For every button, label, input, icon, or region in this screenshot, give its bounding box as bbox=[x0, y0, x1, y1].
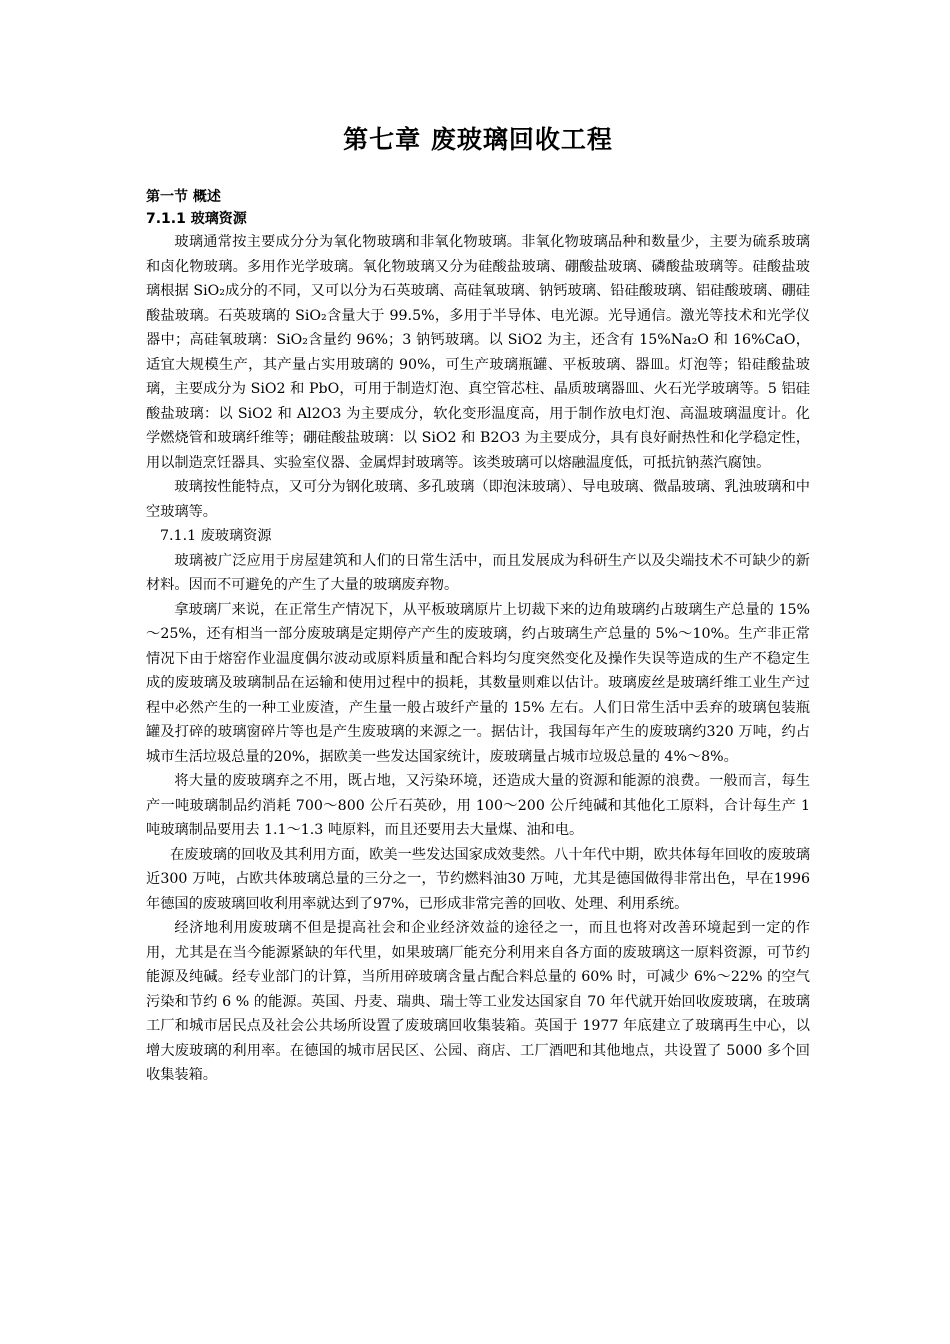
paragraph-glass-classification: 玻璃通常按主要成分分为氧化物玻璃和非氧化物玻璃。非氧化物玻璃品种和数量少，主要为硫系玻璃和卤化物玻璃。多用作光学玻璃。氧化物玻璃又分为硅酸盐玻璃、硼酸盐玻璃、磷酸盐玻璃等。硅酸盐玻璃根据 SiO₂成分的不同，又可以分为石英玻璃、高硅氧玻璃、钠钙玻璃、铅硅酸玻璃、铝硅酸玻璃、硼硅酸盐玻璃。石英玻璃的 SiO₂含量大于 99.5%，多用于半导体、电光源。光导通信。激光等技术和光学仪器中；高硅氧玻璃：SiO₂含量约 96%；3 钠钙玻璃。以 SiO2 为主，还含有 15%Na₂O 和 16%CaO，适宜大规模生产，其产量占实用玻璃的 90%，可生产玻璃瓶罐、平板玻璃、器皿。灯泡等；铅硅酸盐玻璃，主要成分为 SiO2 和 PbO，可用于制造灯泡、真空管芯柱、晶质玻璃器皿、火石光学玻璃等。5 铝硅酸盐玻璃：以 SiO2 和 Al2O3 为主要成分，软化变形温度高，用于制作放电灯泡、高温玻璃温度计。化学燃烧管和玻璃纤维等；硼硅酸盐玻璃：以 SiO2 和 B2O3 为主要成分，具有良好耐热性和化学稳定性，用以制造烹饪器具、实验室仪器、金属焊封玻璃等。该类玻璃可以熔融温度低，可抵抗钠蒸汽腐蚀。 bbox=[146, 234, 810, 471]
paragraph-factory-waste: 拿玻璃厂来说，在正常生产情况下，从平板玻璃原片上切裁下来的边角玻璃约占玻璃生产总量的 15%～25%，还有相当一部分废玻璃是定期停产产生的废玻璃，约占玻璃生产总量的 5%～10%。生产非正常情况下由于熔窑作业温度偶尔波动或原料质量和配合料均匀度突然变化及操作失误等造成的生产不稳定生成的废玻璃及玻璃制品在运输和使用过程中的损耗，其数量则难以估计。玻璃废丝是玻璃纤维工业生产过程中必然产生的一种工业废渣，产生量一般占玻纤产量的 15% 左右。人们日常生活中丢弃的玻璃包装瓶罐及打碎的玻璃窗碎片等也是产生废玻璃的来源之一。据估计，我国每年产生的废玻璃约320 万吨，约占城市生活垃圾总量的20%，据欧美一些发达国家统计，废玻璃量占城市垃圾总量的 4%～8%。 bbox=[146, 601, 810, 765]
paragraph-economic-use: 经济地利用废玻璃不但是提高社会和企业经济效益的途径之一，而且也将对改善环境起到一定的作用，尤其是在当今能源紧缺的年代里，如果玻璃厂能充分利用来自各方面的废玻璃这一原料资源，可节约能源及纯碱。经专业部门的计算，当所用碎玻璃含量占配合料总量的 60% 时，可减少 6%～22% 的空气污染和节约 6 % 的能源。英国、丹麦、瑞典、瑞士等工业发达国家自 70 年代就开始回收废玻璃，在玻璃工厂和城市居民点及社会公共场所设置了废玻璃回收集装箱。英国于 1977 年底建立了玻璃再生中心，以增大废玻璃的利用率。在德国的城市居民区、公园、商店、工厂酒吧和其他地点，共设置了 5000 多个回收集装箱。 bbox=[146, 920, 810, 1083]
subsection-waste-glass-title: 7.1.1 废玻璃资源 bbox=[160, 528, 272, 544]
subsection-title: 7.1.1 玻璃资源 bbox=[146, 211, 247, 227]
paragraph-resource-waste: 将大量的废玻璃弃之不用，既占地，又污染环境，还造成大量的资源和能源的浪费。一般而言，每生产一吨玻璃制品约消耗 700～800 公斤石英砂，用 100～200 公斤纯碱和其他化工原料，合计每生产 1 吨玻璃制品要用去 1.1～1.3 吨原料，而且还要用去大量煤、油和电。 bbox=[146, 773, 810, 838]
section-title: 第一节 概述 bbox=[146, 189, 221, 205]
chapter-title: 第七章 废玻璃回收工程 bbox=[343, 125, 613, 154]
paragraph-waste-intro: 玻璃被广泛应用于房屋建筑和人们的日常生活中，而且发展成为科研生产以及尖端技术不可缺少的新材料。因而不可避免的产生了大量的玻璃废弃物。 bbox=[146, 552, 810, 593]
paragraph-glass-performance: 玻璃按性能特点，又可分为钢化玻璃、多孔玻璃（即泡沫玻璃）、导电玻璃、微晶玻璃、乳浊玻璃和中空玻璃等。 bbox=[146, 479, 810, 520]
paragraph-recycling-europe: 在废玻璃的回收及其利用方面，欧美一些发达国家成效斐然。八十年代中期，欧共体每年回收的废玻璃近300 万吨，占欧共体玻璃总量的三分之一，节约燃料油30 万吨，尤其是德国做得非常出色，早在1996 年德国的废玻璃回收利用率就达到了97%，已形成非常完善的回收、处理、利用系统。 bbox=[146, 846, 810, 912]
